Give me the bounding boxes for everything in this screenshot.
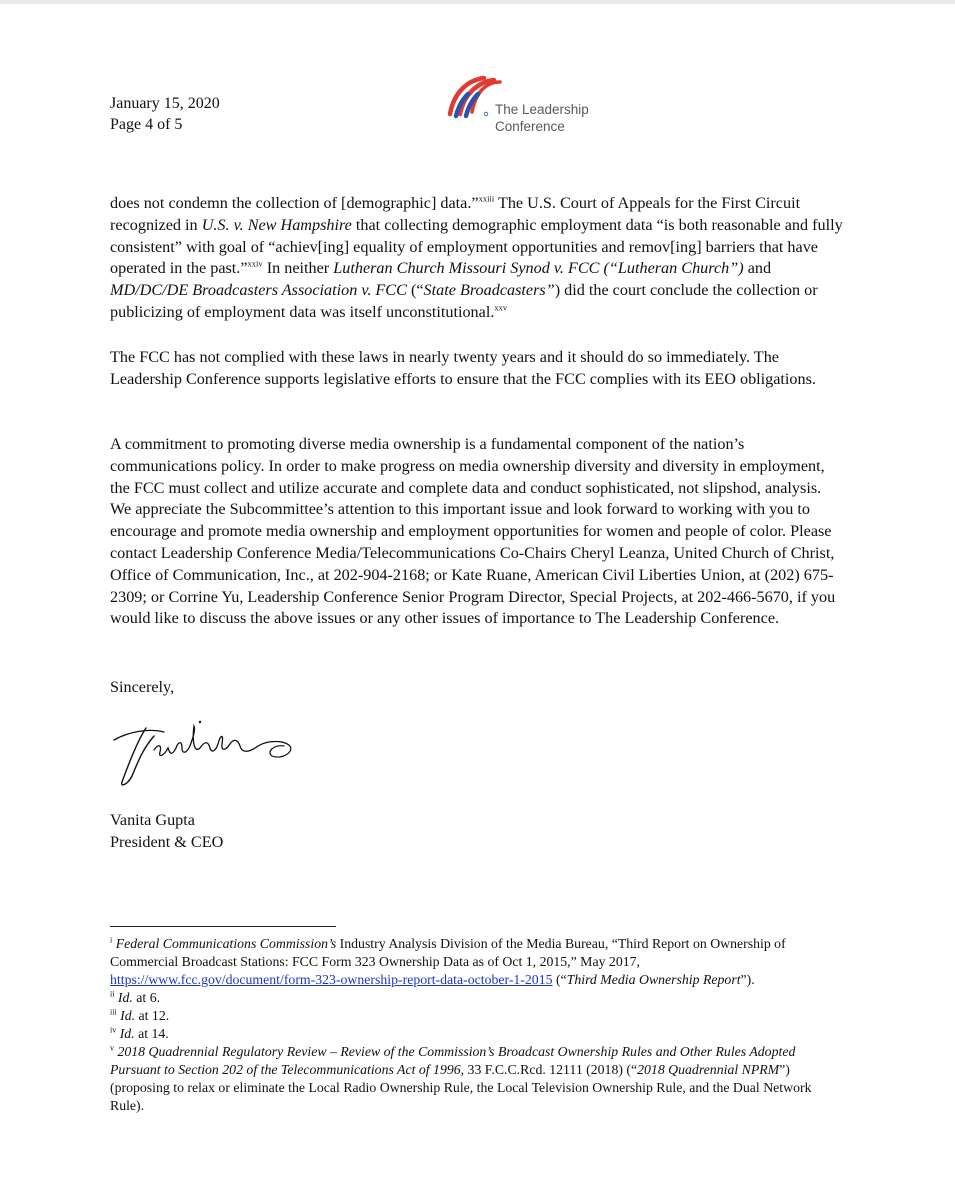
signer-block xyxy=(110,809,223,853)
footnote-ii: $^{ii}$ Id. at 6. xyxy=(110,989,161,1005)
footnote-iv: $^{iv}$ Id. at 14. xyxy=(110,1025,169,1041)
logo-wordmark xyxy=(495,101,589,135)
footnote-iii: $^{iii}$ Id. at 12. xyxy=(110,1007,170,1023)
signer-name: Vanita Gupta xyxy=(110,811,195,829)
case-name: MD/DC/DE Broadcasters Association v. FCC xyxy=(110,281,407,300)
page-top-border xyxy=(0,0,955,4)
letter-header xyxy=(110,93,220,135)
letter-date: January 15, 2020 xyxy=(110,95,220,112)
logo-line-2: Conference xyxy=(495,119,565,134)
paragraph-2: The FCC has not complied with these laws in nearly twenty years and it should do so immediately. The Leadership Conference supports legislative efforts to ensure that the FCC complies with its EEO obligations. xyxy=(110,348,816,388)
case-name: Lutheran Church Missouri Synod v. FCC (“Lutheran Church”) xyxy=(333,259,744,278)
endnote-ref: xxiv xyxy=(247,259,263,269)
closing-salutation: Sincerely, xyxy=(110,678,175,696)
page-number: Page 4 of 5 xyxy=(110,116,183,133)
footnotes xyxy=(110,935,845,1115)
logo-line-1: The Leadership xyxy=(495,102,589,117)
paragraph-1: does not condemn the collection of [demographic] data.”$^{xxiii}$ The U.S. Court of Appeals for the First Circuit recognized in U.S. v. New Hampshire that collecting demographic employment data “is both reasonable and fully consistent” with goal of “achiev[ing] equality of employment opportunities and remov[ing] barriers that have operated in the past.”$^{xxiv}$ In neither Lutheran Church Missouri Synod v. FCC (“Lutheran Church”) and MD/DC/DE Broadcasters Association v. FCC (“State Broadcasters”) did the court conclude the collection or publicizing of employment data was itself unconstitutional.$^{xxv}$ xyxy=(110,193,843,321)
fcc-report-link[interactable]: https://www.fcc.gov/document/form-323-ownership-report-data-october-1-2015 xyxy=(110,972,553,987)
case-name: U.S. v. New Hampshire xyxy=(201,215,352,234)
footnote-divider xyxy=(110,926,336,927)
case-short-name: State Broadcasters” xyxy=(423,281,555,300)
paragraph-3: A commitment to promoting diverse media ownership is a fundamental component of the nation’s communications policy. In order to make progress on media ownership diversity and diversity in employment, the FCC must collect and utilize accurate and complete data and conduct sophisticated, not slipshod, analysis. We appreciate the Subcommittee’s attention to this important issue and look forward to working with you to encourage and promote media ownership and employment opportunities for women and people of color. Please contact Leadership Conference Media/Telecommunications Co-Chairs Cheryl Leanza, United Church of Christ, Office of Communication, Inc., at 202-904-2168; or Kate Ruane, American Civil Liberties Union, at (202) 675-2309; or Corrine Yu, Leadership Conference Senior Program Director, Special Projects, at 202-466-5670, if you would like to discuss the above issues or any other issues of importance to The Leadership Conference. xyxy=(110,435,836,628)
signature-image xyxy=(108,710,308,810)
endnote-ref: xxv xyxy=(494,302,508,313)
footnote-i: $^i$ Federal Communications Commission’s Industry Analysis Division of the Media Bureau, “Third Report on Ownership of Commercial Broadcast Stations: FCC Form 323 Ownership Data as of Oct 1, 2015,” May 2017, https://www.fcc.gov/document/form-323-ownership-report-data-october-1-2015 (“Third Media Ownership Report”). xyxy=(110,935,786,987)
endnote-ref: xxiii xyxy=(478,193,495,204)
signer-title: President & CEO xyxy=(110,833,224,851)
footnote-v: $^v$ 2018 Quadrennial Regulatory Review – Review of the Commission’s Broadcast Ownership Rules and Other Rules Adopted Pursuant to Section 202 of the Telecommunications Act of 1996, 33 F.C.C.Rcd. 12111 (2018) (“2018 Quadrennial NPRM”) (proposing to relax or eliminate the Local Radio Ownership Rule, the Local Television Ownership Rule, and the Dual Network Rule). xyxy=(110,1043,812,1113)
